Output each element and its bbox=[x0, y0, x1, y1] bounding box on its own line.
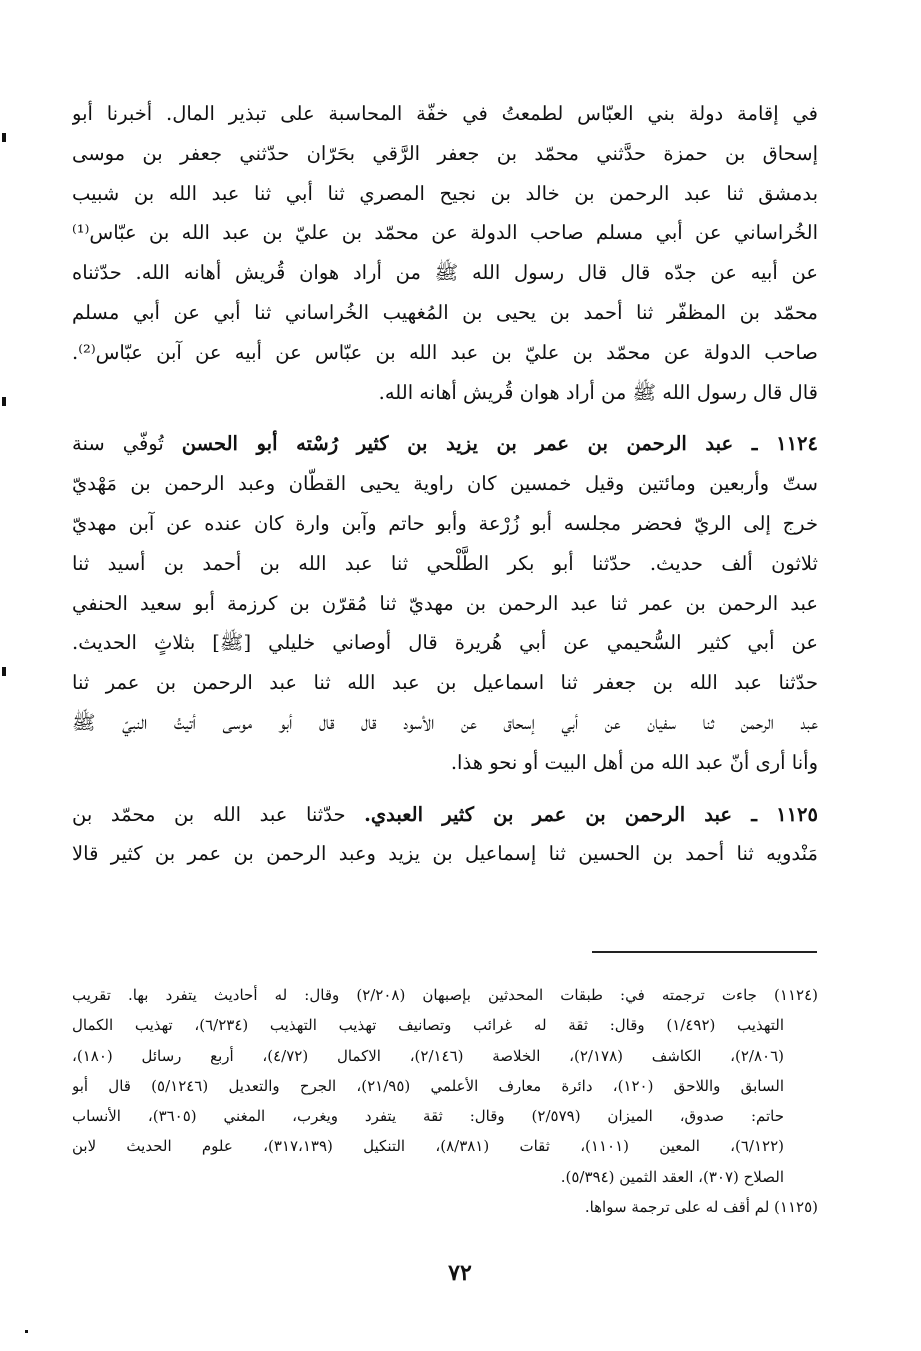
main-text bbox=[72, 94, 818, 874]
entry-1125-heading-rest: حدّثنا عبد الله بن محمّد بن bbox=[72, 802, 346, 826]
text-line: عبد الرحمن ثنا سفيان عن أبي إسحاق عن الأسود قال قال أبو موسى أتيتُ النبيّ ﷺ bbox=[72, 710, 818, 734]
text-line: بدمشق ثنا عبد الرحمن بن خالد بن نجيح المصري ثنا أبي ثنا عبد الله بن شبيب bbox=[72, 181, 818, 205]
text-line: الخُراساني عن أبي مسلم صاحب الدولة عن محمّد بن عليّ بن عبد الله بن عبّاس⁽¹⁾ bbox=[72, 221, 818, 245]
paragraph-gap bbox=[72, 783, 818, 795]
text-line: عن أبي كثير السُّحيمي عن أبي هُريرة قال أوصاني خليلي [ﷺ] بثلاثٍ الحديث. bbox=[72, 631, 818, 655]
footnote-line: الصلاح (٣٠٧)، العقد الثمين (٥/٣٩٤). bbox=[560, 1167, 784, 1186]
footnote-line: حاتم: صدوق، الميزان (٢/٥٧٩) وقال: ثقة يتفرد ويغرب، المغني (٣٦٠٥)، الأنساب bbox=[72, 1107, 784, 1126]
footnotes bbox=[72, 980, 818, 1222]
footnote-line: (٢/٨٠٦)، الكاشف (٢/١٧٨)، الخلاصة (٢/١٤٦)، الاكمال (٤/٧٢)، أربع رسائل (١٨٠)، bbox=[72, 1046, 784, 1065]
text-line: عبد الرحمن بن عمر ثنا عبد الرحمن بن مهديّ ثنا مُقرّن بن كرزمة أبو سعيد الحنفي bbox=[72, 591, 818, 615]
footnote-line: السابق واللاحق (١٢٠)، دائرة معارف الأعلمي (٢١/٩٥)، الجرح والتعديل (٥/١٢٤٦) قال أبو bbox=[72, 1076, 784, 1095]
margin-mark bbox=[2, 133, 6, 142]
margin-mark bbox=[2, 667, 6, 676]
entry-1124-first-line bbox=[72, 424, 818, 464]
entry-1124-heading: ١١٢٤ ـ عبد الرحمن بن عمر بن يزيد بن كثير رُسْته أبو الحسن bbox=[181, 432, 818, 456]
text-line: عن أبيه عن جدّه قال قال رسول الله ﷺ من أراد هوان قُريش أهانه الله. حدّثناه bbox=[72, 261, 818, 285]
page-number: ٧٢ bbox=[448, 1260, 472, 1286]
text-line: محمّد بن المظفّر ثنا أحمد بن يحيى بن المُغهيب الخُراساني ثنا أبي عن أبي مسلم bbox=[72, 300, 818, 324]
text-line: قال قال رسول الله ﷺ من أراد هوان قُريش أهانه الله. bbox=[378, 380, 818, 404]
paragraph-gap bbox=[72, 412, 818, 424]
margin-mark bbox=[25, 1330, 28, 1333]
text-line: مَنْدويه ثنا أحمد بن الحسين ثنا إسماعيل بن يزيد وعبد الرحمن بن عمر بن كثير قالا bbox=[72, 842, 818, 866]
text-line: إسحاق بن حمزة حدَّثني محمّد بن جعفر الرَّقي بحَرّان حدّثني جعفر بن موسى bbox=[72, 141, 818, 165]
text-line: ثلاثون ألف حديث. حدّثنا أبو بكر الطَّلْحي ثنا عبد الله بن أحمد بن أسيد ثنا bbox=[72, 551, 818, 575]
footnote-1125: (١١٢٥) لم أقف له على ترجمة سواها. bbox=[584, 1198, 818, 1217]
text-line: حدّثنا عبد الله بن جعفر ثنا اسماعيل بن عبد الله ثنا عبد الرحمن بن عمر ثنا bbox=[72, 671, 818, 695]
footnote-divider bbox=[592, 951, 817, 953]
footnote-line: (٦/١٢٢)، المعين (١١٠١)، ثقات (٨/٣٨١)، التنكيل (٣١٧،١٣٩)، علوم الحديث لابن bbox=[72, 1137, 784, 1156]
entry-1124-heading-rest: تُوفّي سنة bbox=[72, 432, 164, 456]
entry-1125-first-line bbox=[72, 795, 818, 835]
margin-mark bbox=[2, 397, 6, 406]
footnote-line: (١١٢٤) جاءت ترجمته في: طبقات المحدثين بإصبهان (٢/٢٠٨) وقال: له أحاديث يتفرد بها. تقريب bbox=[72, 986, 818, 1004]
text-line: ستّ وأربعين ومائتين وقيل خمسين كان راوية يحيى القطّان وعبد الرحمن بن مَهْديّ bbox=[72, 472, 818, 496]
entry-1125-heading: ١١٢٥ ـ عبد الرحمن بن عمر بن كثير العبدي. bbox=[364, 802, 818, 826]
text-line: وأنا أرى أنّ عبد الله من أهل البيت أو نحو هذا. bbox=[450, 750, 818, 774]
text-line: صاحب الدولة عن محمّد بن عليّ بن عبد الله بن عبّاس عن أبيه عن آبن عبّاس⁽²⁾. bbox=[72, 340, 818, 364]
text-line: خرج إلى الريّ فحضر مجلسه أبو زُرْعة وأبو حاتم وآبن وارة كان عنده عن آبن مهديّ bbox=[72, 511, 818, 535]
text-line: في إقامة دولة بني العبّاس لطمعتُ في خفّة المحاسبة على تبذير المال. أخبرنا أبو bbox=[72, 102, 818, 125]
footnote-line: التهذيب (١/٤٩٢) وقال: ثقة له غرائب وتصانيف تهذيب التهذيب (٦/٢٣٤)، تهذيب الكمال bbox=[72, 1016, 784, 1035]
